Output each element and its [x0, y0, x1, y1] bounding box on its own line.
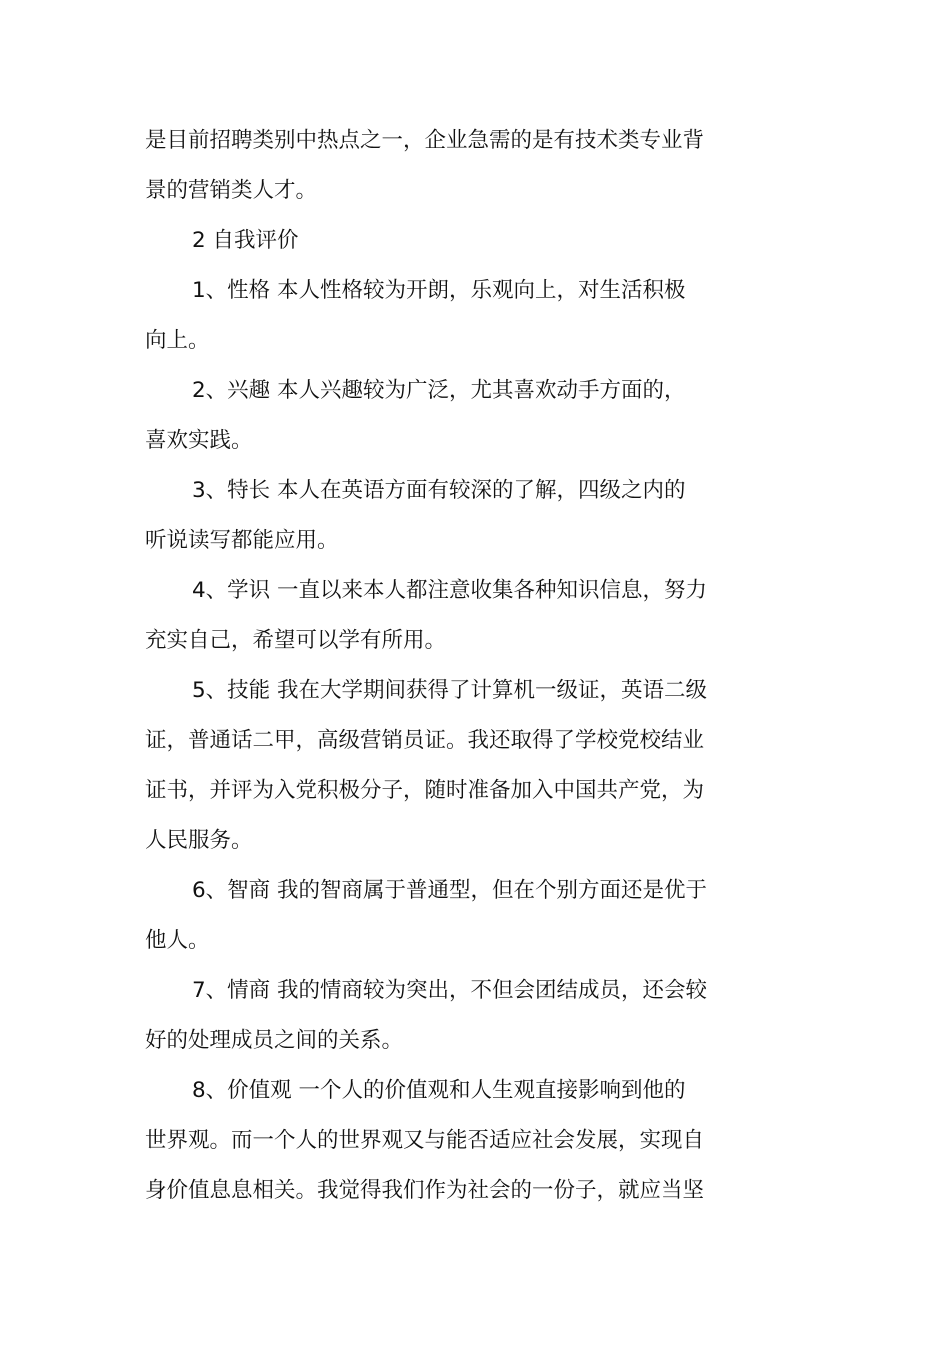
text-line: 3、特长 本人在英语方面有较深的了解，四级之内的 — [192, 478, 686, 503]
text-line: 证书，并评为入党积极分子，随时准备加入中国共产党，为 — [145, 778, 705, 803]
text-line: 4、学识 一直以来本人都注意收集各种知识信息，努力 — [192, 578, 708, 603]
text-line: 人民服务。 — [145, 828, 253, 853]
text-line: 2、兴趣 本人兴趣较为广泛，尤其喜欢动手方面的， — [192, 378, 686, 403]
text-line: 8、价值观 一个人的价值观和人生观直接影响到他的 — [192, 1078, 686, 1103]
section-heading: 2 自我评价 — [192, 228, 299, 253]
text-line: 6、智商 我的智商属于普通型，但在个别方面还是优于 — [192, 878, 708, 903]
text-line: 证，普通话二甲，高级营销员证。我还取得了学校党校结业 — [145, 728, 705, 753]
text-line: 他人。 — [145, 928, 210, 953]
text-line: 5、技能 我在大学期间获得了计算机一级证，英语二级 — [192, 678, 708, 703]
text-line: 向上。 — [145, 328, 210, 353]
text-line: 7、情商 我的情商较为突出，不但会团结成员，还会较 — [192, 978, 708, 1003]
text-line: 喜欢实践。 — [145, 428, 253, 453]
text-line: 世界观。而一个人的世界观又与能否适应社会发展，实现自 — [145, 1128, 705, 1153]
text-line: 1、性格 本人性格较为开朗，乐观向上，对生活积极 — [192, 278, 686, 303]
text-line: 听说读写都能应用。 — [145, 528, 339, 553]
text-line: 充实自己，希望可以学有所用。 — [145, 628, 447, 653]
text-line: 景的营销类人才。 — [145, 178, 318, 203]
text-line: 身价值息息相关。我觉得我们作为社会的一份子，就应当坚 — [145, 1178, 705, 1203]
text-line: 是目前招聘类别中热点之一，企业急需的是有技术类专业背 — [145, 128, 705, 153]
text-line: 好的处理成员之间的关系。 — [145, 1028, 404, 1053]
